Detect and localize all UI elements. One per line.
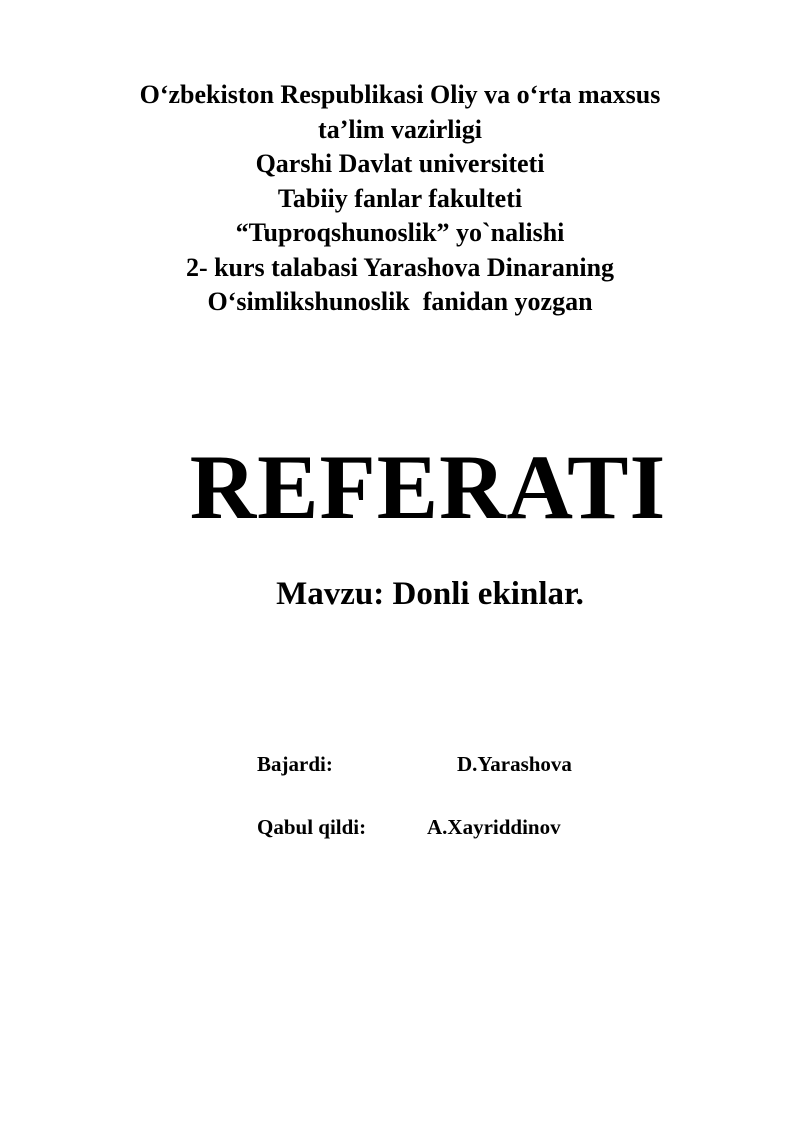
university-line: Qarshi Davlat universiteti xyxy=(255,149,545,178)
subject-line: O‘simlikshunoslik fanidan yozgan xyxy=(207,287,593,316)
performed-by-name: D.Yarashova xyxy=(457,752,572,776)
accepted-by-name: A.Xayriddinov xyxy=(427,815,561,839)
ministry-line-1: O‘zbekiston Respublikasi Oliy va o‘rta maxsus xyxy=(139,80,661,109)
performed-by-label: Bajardi: xyxy=(257,752,333,776)
ministry-line-2: ta’lim vazirligi xyxy=(318,114,482,144)
accepted-by-label: Qabul qildi: xyxy=(257,815,367,839)
document-title: REFERATI xyxy=(189,436,667,538)
faculty-line: Tabiiy fanlar fakulteti xyxy=(277,183,523,213)
student-line: 2- kurs talabasi Yarashova Dinaraning xyxy=(185,252,615,282)
institution-header xyxy=(0,78,800,320)
accepted-by-row xyxy=(257,813,561,897)
topic-heading: Mavzu: Donli ekinlar. xyxy=(276,576,584,612)
major-line: “Tuproqshunoslik” yo`nalishi xyxy=(235,218,565,247)
